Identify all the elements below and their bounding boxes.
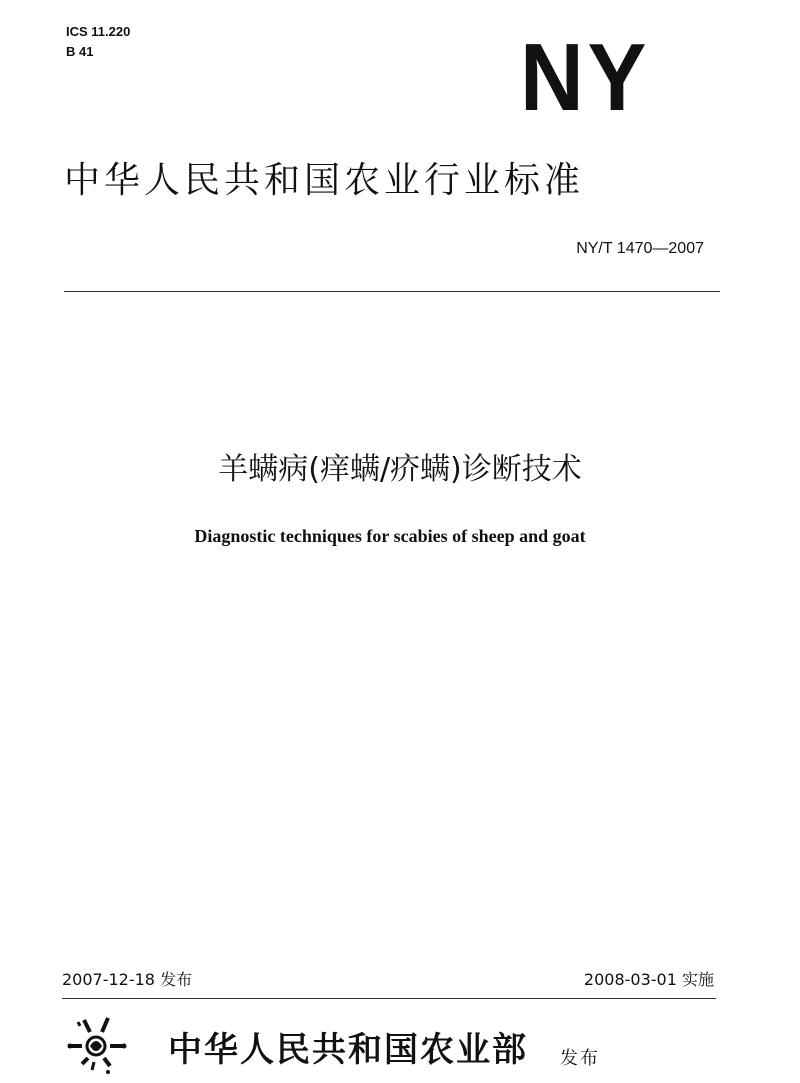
document-title-chinese: 羊螨病(痒螨/疥螨)诊断技术 <box>218 452 582 487</box>
ccs-code: B 41 <box>66 44 94 59</box>
ministry-emblem-icon <box>62 1012 132 1078</box>
document-title-english: Diagnostic techniques for scabies of sheep and goat <box>194 526 586 546</box>
issuing-authority-suffix: 发布 <box>560 1048 600 1069</box>
ics-code: ICS 11.220 <box>66 24 131 39</box>
publication-date: 2007-12-18 发布 <box>62 970 193 989</box>
standard-mark: NY <box>520 24 651 131</box>
classification-codes <box>66 22 130 62</box>
header-divider <box>64 291 720 292</box>
industry-standard-title: 中华人民共和国农业行业标准 <box>64 160 585 201</box>
implementation-date: 2008-03-01 实施 <box>583 970 714 989</box>
footer-divider <box>62 998 716 999</box>
issuing-authority: 中华人民共和国农业部 <box>168 1030 528 1070</box>
standard-number: NY/T 1470—2007 <box>576 240 704 257</box>
